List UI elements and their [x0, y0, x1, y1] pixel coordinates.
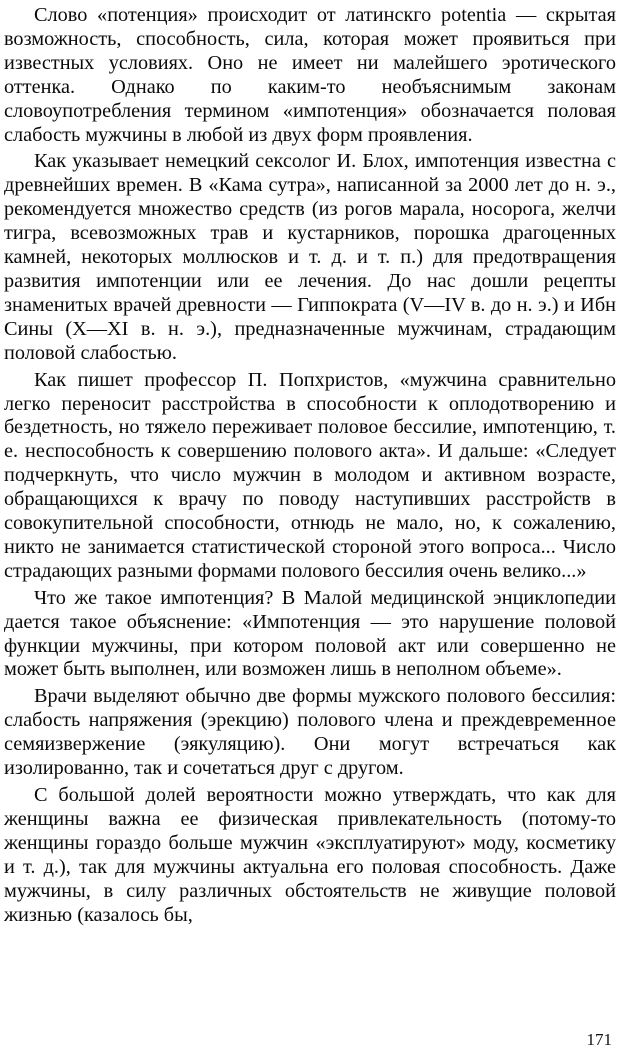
- paragraph-pophristov: Как пишет профессор П. Попхристов, «мужчина сравнительно легко переносит расстройства в способности к оплодотворению и бездетность, но тяжело переживает половое бессилие, импотенцию, т. е. неспособность к совершению полового акта». И дальше: «Следует подчеркнуть, что число мужчин в молодом и активном возрасте, обращающихся к врачу по поводу наступивших расстройств в совокупительной способности, отнюдь не мало, но, к сожалению, никто не занимается статистической стороной этого вопроса... Число страдающих разными формами полового бессилия очень велико...»: [4, 368, 616, 582]
- book-page-text: [4, 4, 616, 930]
- paragraph-attractiveness: С большой долей вероятности можно утверждать, что как для женщины важна ее физическая привлекательность (потому-то женщины гораздо больше мужчин «эксплуатируют» моду, косметику и т. д.), так для мужчины актуальна его половая способность. Даже мужчины, в силу различных обстоятельств не живущие половой жизнью (казалось бы,: [4, 784, 616, 926]
- page-number: 171: [586, 1030, 612, 1049]
- paragraph-definition: Что же такое импотенция? В Малой медицинской энциклопедии дается такое объяснение: «Импотенция — это нарушение половой функции мужчины, при котором половой акт или совершенно не может быть выполнен, или возможен лишь в неполном объеме».: [4, 586, 616, 681]
- paragraph-potentia: Слово «потенция» происходит от латинскго potentia — скрытая возможность, способность, сила, которая может проявиться при известных условиях. Оно не имеет ни малейшего эротического оттенка. Однако по каким-то необъяснимым законам словоупотребления термином «импотенция» обозначается половая слабость мужчины в любой из двух форм проявления.: [4, 4, 616, 146]
- paragraph-forms: Врачи выделяют обычно две формы мужского полового бессилия: слабость напряжения (эрекцию) полового члена и преждевременное семяизвержение (эякуляцию). Они могут встречаться как изолированно, так и сочетаться друг с другом.: [4, 685, 616, 780]
- paragraph-bloch: Как указывает немецкий сексолог И. Блох, импотенция известна с древнейших времен. В «Кама сутра», написанной за 2000 лет до н. э., рекомендуется множество средств (из рогов марала, носорога, желчи тигра, всевозможных трав и кустарников, порошка драгоценных камней, некоторых моллюсков и т. д. и т. п.) для предотвращения развития импотенции или ее лечения. До нас дошли рецепты знаменитых врачей древности — Гиппократа (V—IV в. до н. э.) и Ибн Сины (X—XI в. н. э.), предназначенные мужчинам, страдающим половой слабостью.: [4, 150, 616, 364]
